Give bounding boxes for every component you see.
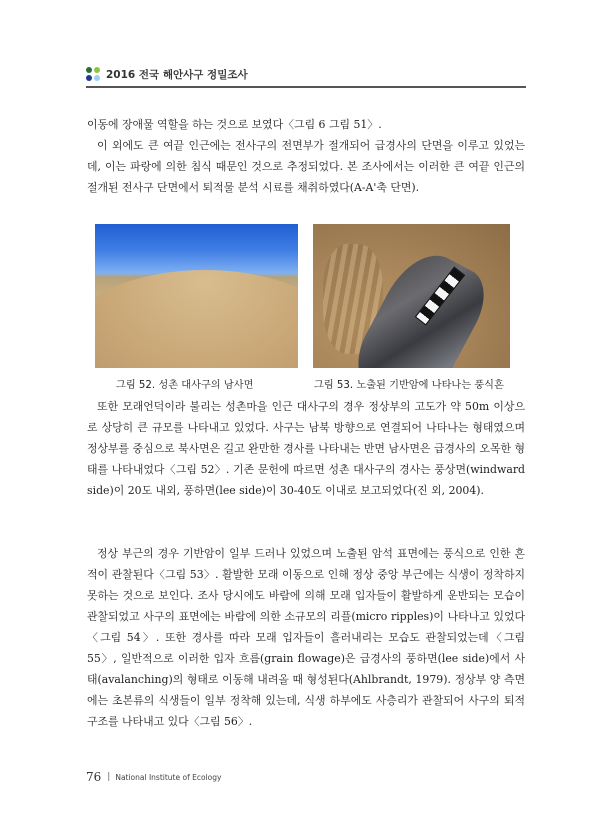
header-dots-icon [86,67,100,81]
figure-53-caption: 그림 53. 노출된 기반암에 나타나는 풍식흔 [314,380,504,391]
page-footer [86,770,221,784]
paragraph-summit-observations: 정상 부근의 경우 기반암이 일부 드러나 있었으며 노출된 암석 표면에는 풍식으로 인한 흔적이 관찰된다〈그림 53〉. 활발한 모래 이동으로 인해 정상 중앙 부근에는 식생이 정착하지 못하는 것으로 보인다. 조사 당시에도 바람에 의해 모래 입자들이 활발하게 운반되는 모습이 관찰되었고 사구의 표면에는 바람에 의한 소규모의 리플(micro ripples)이 나타나고 있었다〈그림 54〉. 또한 경사를 따라 모래 입자들이 흘러내리는 모습도 관찰되었는데〈그림 55〉, 일반적으로 이러한 입자 흐름(grain flowage)은 급경사의 풍하면(lee side)에서 사태(avalanching)의 형태로 이동해 내려올 때 형성된다(Ahlbrandt, 1979). 정상부 양 측면에는 초본류의 식생들이 일부 정착해 있는데, 식생 하부에도 사층리가 관찰되어 사구의 퇴적구조를 나타내고 있다〈그림 56〉. [87,547,525,728]
paragraph-seongchon-dune: 또한 모래언덕이라 불리는 성촌마을 인근 대사구의 경우 정상부의 고도가 약 50m 이상으로 상당히 큰 규모를 나타내고 있었다. 사구는 남북 방향으로 연결되어 나타나는 형태였으며 정상부를 중심으로 북사면은 길고 완만한 경사를 나타내는 반면 남사면은 급경사의 오목한 형태를 나타내었다〈그림 52〉. 기존 문헌에 따르면 성촌 대사구의 경사는 풍상면(windward side)이 20도 내외, 풍하면(lee side)이 30-40도 이내로 보고되었다(진 외, 2004). [87,400,525,497]
paragraph-foredune-section: 이 외에도 큰 여끝 인근에는 전사구의 전면부가 절개되어 급경사의 단면을 이루고 있었는데, 이는 파랑에 의한 침식 때문인 것으로 추정되었다. 본 조사에서는 이러한 큰 여끝 인근의 절개된 전사구 단면에서 퇴적물 분석 시료를 채취하였다(A-A'축 단면). [87,139,525,194]
footer-institute: National Institute of Ecology [115,772,222,782]
footer-separator: | [107,772,111,782]
header-divider [86,86,526,88]
dot-icon [86,75,92,81]
figure-53-photo [313,224,510,368]
dot-icon [94,75,100,81]
figure-52-photo [95,224,298,368]
dot-icon [94,67,100,73]
header-title: 2016 전국 해안사구 정밀조사 [106,68,248,81]
figure-52-caption: 그림 52. 성촌 대사구의 남사면 [116,380,254,391]
dot-icon [86,67,92,73]
running-header [86,64,526,84]
paragraph-continuation: 이동에 장애물 역할을 하는 것으로 보였다〈그림 6 그림 51〉. [87,118,382,131]
page-number: 76 [86,770,102,784]
dune-slope-image [95,270,298,368]
